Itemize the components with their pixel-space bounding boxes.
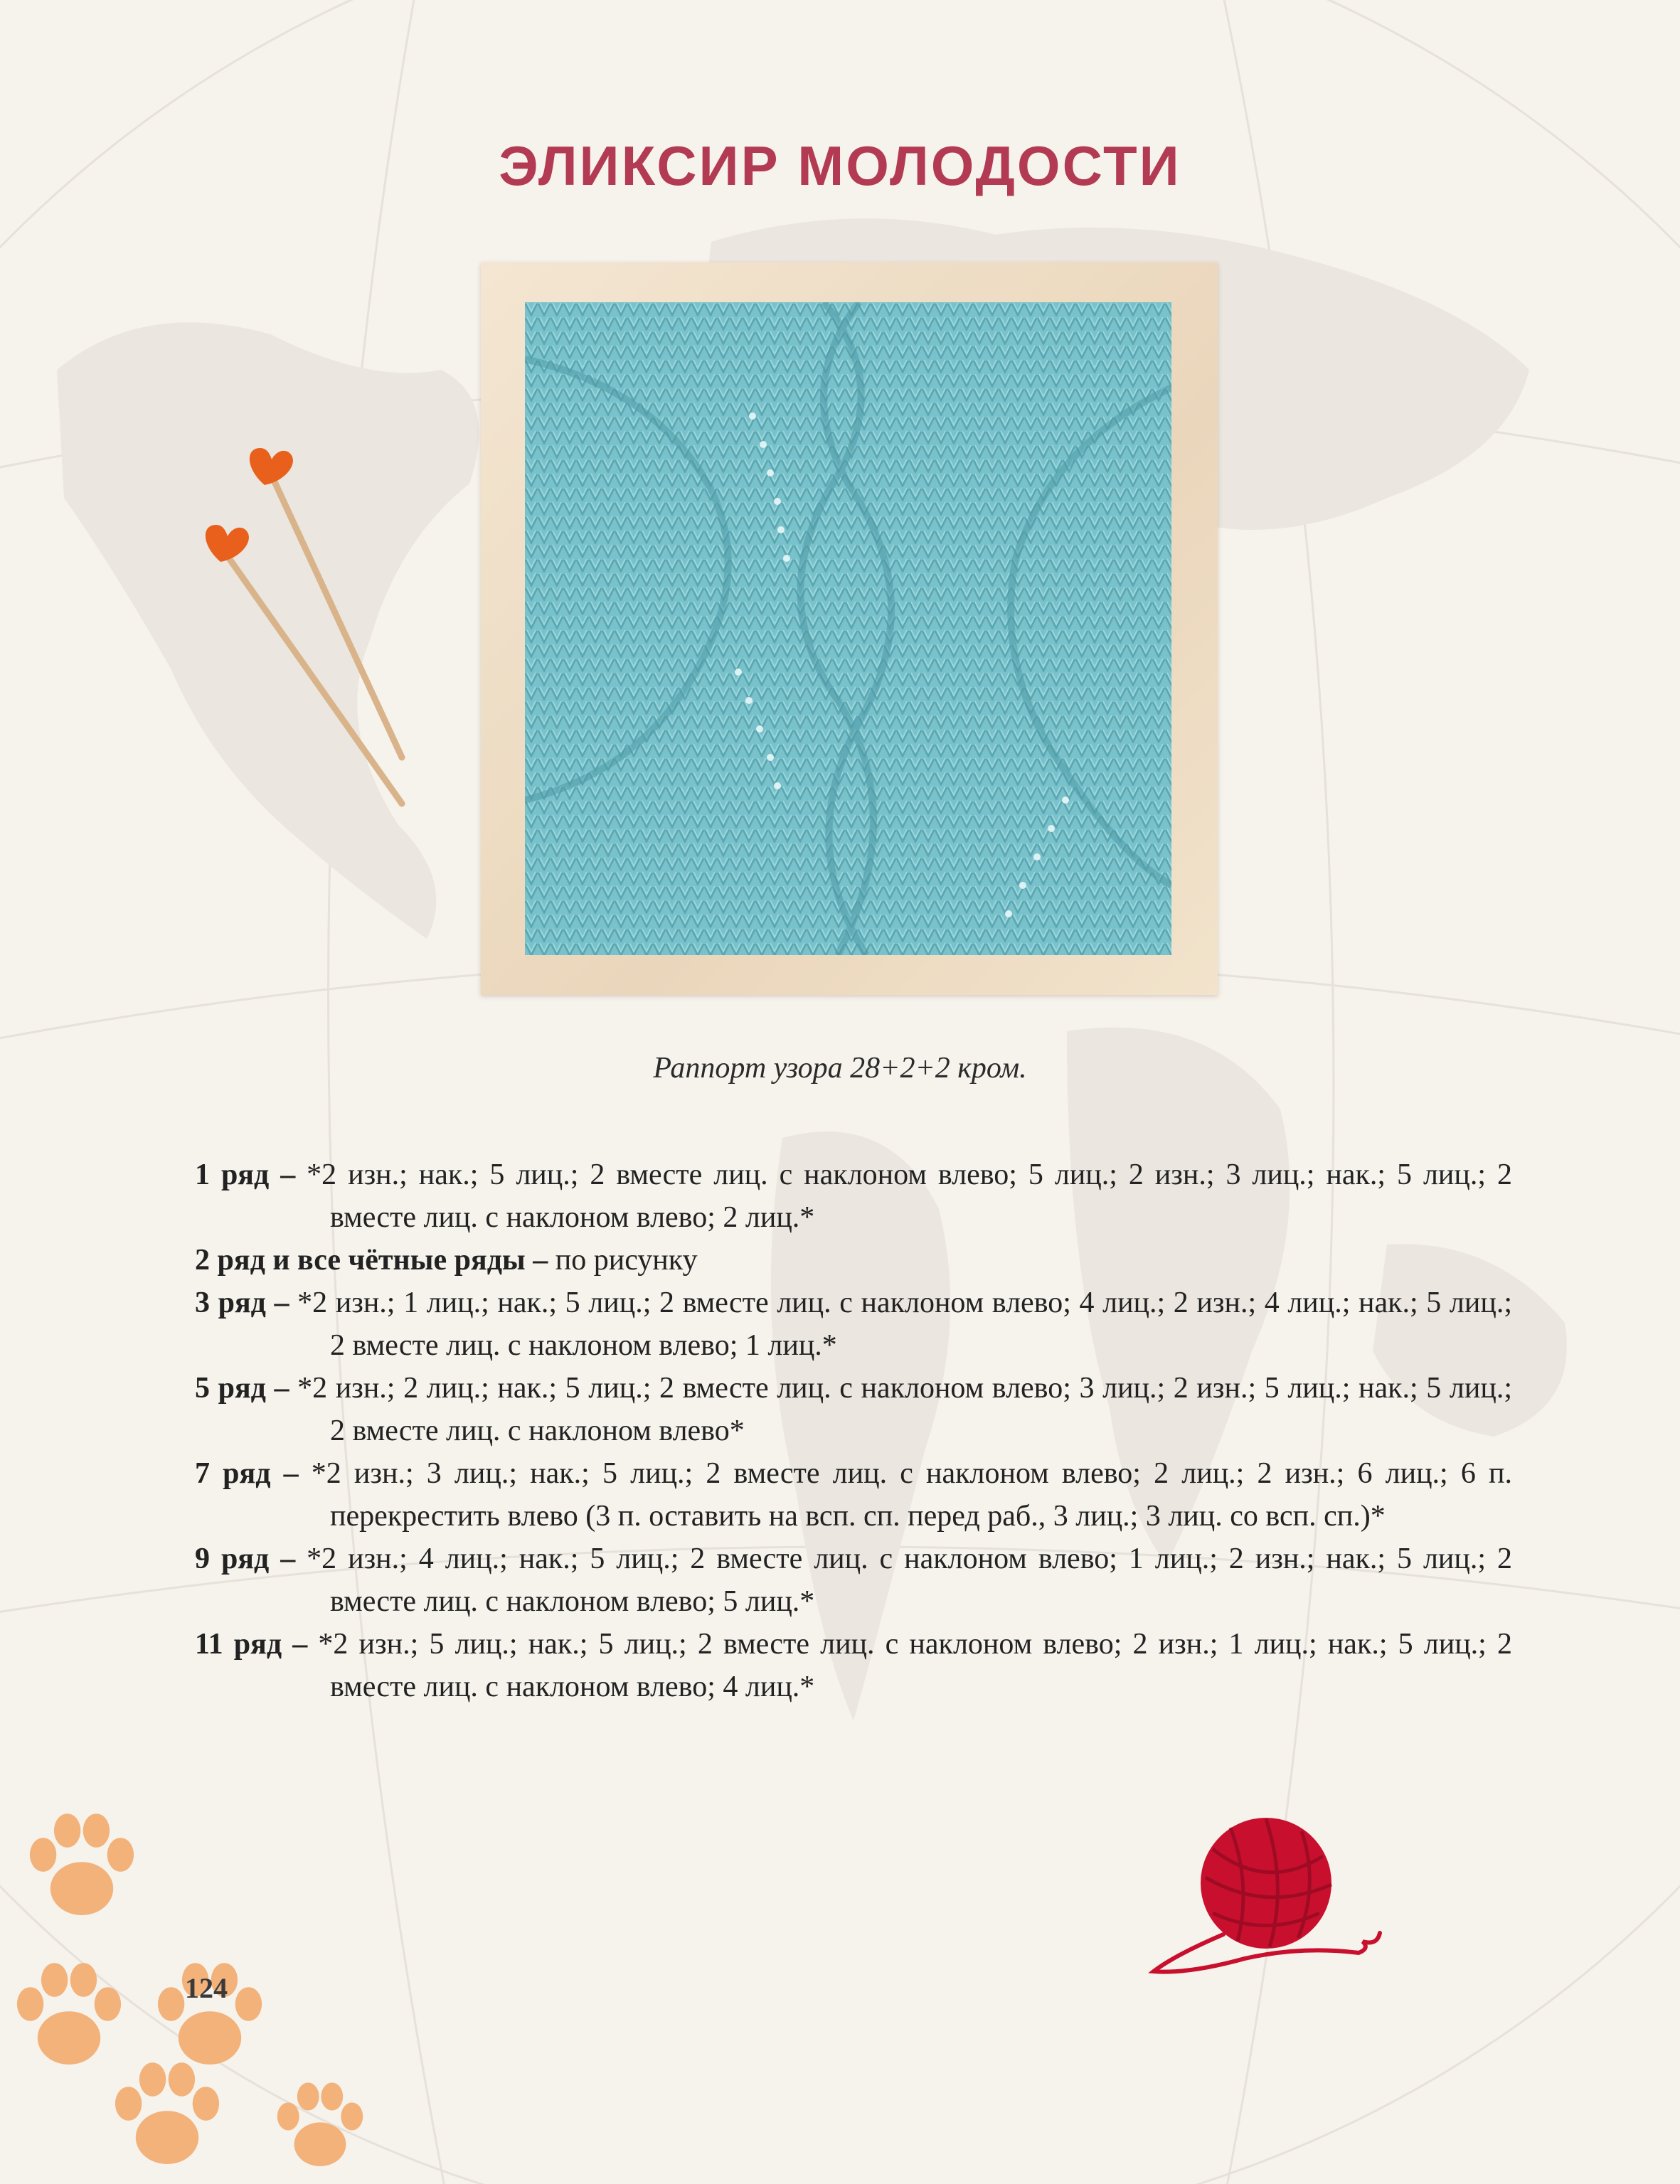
row-label: 11 ряд –: [195, 1628, 308, 1661]
instruction-row: [195, 1154, 1512, 1239]
paw-print-icon: [270, 2077, 370, 2176]
instruction-row: [195, 1367, 1512, 1452]
instruction-row: [195, 1239, 1512, 1282]
knitted-swatch-photo: [525, 302, 1171, 955]
paw-print-icon: [21, 1806, 142, 1927]
yarn-ball-icon: [1145, 1806, 1387, 1991]
instruction-row: [195, 1538, 1512, 1623]
page-title: ЭЛИКСИР МОЛОДОСТИ: [499, 134, 1181, 197]
instruction-row: [195, 1282, 1512, 1367]
swatch-photo-frame: [481, 262, 1218, 995]
row-text: *2 изн.; 1 лиц.; нак.; 5 лиц.; 2 вместе лиц. с наклоном влево; 4 лиц.; 2 изн.; 4 лиц.; нак.; 5 лиц.; 2 вместе лиц. с наклоном влево; 1 лиц.*: [289, 1287, 1512, 1362]
row-label: 5 ряд –: [195, 1372, 289, 1405]
page-number: 124: [185, 1972, 228, 2004]
row-text: по рисунку: [548, 1244, 698, 1277]
row-text: *2 изн.; 3 лиц.; нак.; 5 лиц.; 2 вместе лиц. с наклоном влево; 2 лиц.; 2 изн.; 6 лиц.; 6 п. перекрестить влево (3 п. оставить на всп. сп. перед раб., 3 лиц.; 3 лиц. со всп. сп.)*: [298, 1457, 1512, 1533]
row-text: *2 изн.; 2 лиц.; нак.; 5 лиц.; 2 вместе лиц. с наклоном влево; 3 лиц.; 2 изн.; 5 лиц.; нак.; 5 лиц.; 2 вместе лиц. с наклоном влево*: [289, 1372, 1512, 1447]
row-label: 3 ряд –: [195, 1287, 289, 1319]
row-label: 9 ряд –: [195, 1543, 296, 1575]
instruction-row: [195, 1452, 1512, 1538]
row-text: *2 изн.; нак.; 5 лиц.; 2 вместе лиц. с наклоном влево; 5 лиц.; 2 изн.; 3 лиц.; нак.; 5 лиц.; 2 вместе лиц. с наклоном влево; 2 лиц.*: [295, 1158, 1512, 1234]
row-label: 2 ряд и все чётные ряды –: [195, 1244, 548, 1277]
knitting-needles-icon: [192, 441, 420, 811]
row-text: *2 изн.; 4 лиц.; нак.; 5 лиц.; 2 вместе лиц. с наклоном влево; 1 лиц.; 2 изн.; нак.; 5 лиц.; 2 вместе лиц. с наклоном влево; 5 лиц.*: [295, 1543, 1512, 1618]
row-text: *2 изн.; 5 лиц.; нак.; 5 лиц.; 2 вместе лиц. с наклоном влево; 2 изн.; 1 лиц.; нак.; 5 лиц.; 2 вместе лиц. с наклоном влево; 4 лиц.*: [307, 1628, 1512, 1703]
paw-print-icon: [107, 2055, 228, 2176]
pattern-repeat-caption: Раппорт узора 28+2+2 кром.: [653, 1052, 1027, 1085]
knitting-instructions: [195, 1154, 1512, 1708]
instruction-row: [195, 1623, 1512, 1708]
row-label: 7 ряд –: [195, 1457, 299, 1490]
row-label: 1 ряд –: [195, 1158, 296, 1191]
